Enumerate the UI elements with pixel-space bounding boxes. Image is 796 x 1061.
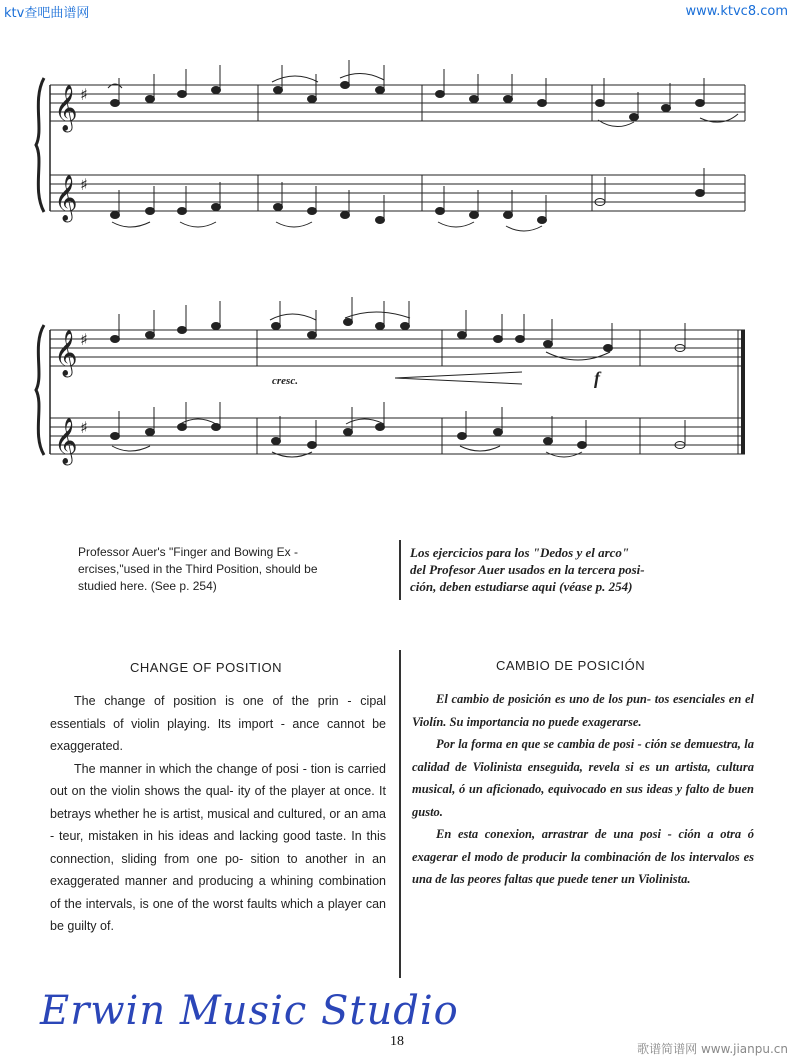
dynamic-cresc: cresc. bbox=[272, 375, 298, 387]
english-body bbox=[50, 690, 386, 938]
english-paragraph: The change of position is one of the prin - cipal essentials of violin playing. Its import - ance cannot be exaggerated. bbox=[50, 694, 386, 753]
site-watermark-right: www.ktvc8.com bbox=[685, 4, 788, 19]
site-watermark-left: ktv查吧曲谱网 bbox=[4, 6, 90, 21]
column-divider bbox=[399, 650, 401, 978]
page-number: 18 bbox=[390, 1034, 404, 1049]
footnote-english: Professor Auer's "Finger and Bowing Ex - ercises,"used in the Third Position, should be studied here. (See p. 254) bbox=[78, 545, 318, 593]
system-1-brace bbox=[36, 78, 44, 212]
site-watermark-bottom: 歌谱简谱网 www.jianpu.cn bbox=[637, 1042, 788, 1056]
english-paragraph: The manner in which the change of posi - tion is carried out on the violin shows the qual- ity of the player at once. It betrays whether he is artist, musical and cultured, or an ama - teur, mistaken in his ideas and lacking good taste. In this connection, sliding from one po- sition to another in an exaggerated manner and producing a whining combination of the intervals, is one of the worst faults which a player can be guilty of. bbox=[50, 761, 386, 933]
svg-text:𝄞: 𝄞 bbox=[54, 418, 78, 464]
studio-logo: Erwin Music Studio bbox=[40, 988, 459, 1034]
spanish-paragraph: Por la forma en que se cambia de posi - ción se demuestra, la calidad de Violinista enseguida, revela si es un artista, cultura musical, ó un aficionado, equivocado en sus ideas y falto de buen gusto. bbox=[412, 737, 754, 819]
dynamic-forte: f bbox=[594, 368, 600, 388]
english-heading: CHANGE OF POSITION bbox=[130, 660, 283, 675]
spanish-heading: CAMBIO DE POSICIÓN bbox=[496, 658, 646, 673]
svg-text:𝄞: 𝄞 bbox=[54, 330, 78, 376]
svg-text:♯: ♯ bbox=[80, 330, 88, 349]
svg-text:♯: ♯ bbox=[80, 418, 88, 437]
spanish-paragraph: El cambio de posición es uno de los pun- tos esenciales en el Violín. Su importancia no puede exagerarse. bbox=[412, 692, 754, 729]
svg-text:𝄞: 𝄞 bbox=[54, 85, 78, 131]
spanish-body bbox=[412, 688, 754, 891]
system-1-notes bbox=[108, 60, 738, 231]
music-score bbox=[0, 0, 796, 470]
score-dynamics bbox=[272, 368, 602, 388]
spanish-paragraph: En esta conexion, arrastrar de una posi - ción a otra ó exagerar el modo de producir la combinación de los intervalos es una de las peores faltas que puede tener un Violinista. bbox=[412, 827, 754, 886]
svg-text:♯: ♯ bbox=[80, 85, 88, 104]
footnote-divider bbox=[399, 540, 401, 600]
system-2-clefs bbox=[54, 330, 88, 466]
system-2-brace bbox=[36, 325, 44, 455]
svg-text:𝄞: 𝄞 bbox=[54, 175, 78, 221]
footnote-spanish: Los ejercicios para los "Dedos y el arco" del Profesor Auer usados en la tercera posi- ción, deben estudiarse aqui (véase p. 254) bbox=[410, 545, 645, 594]
score-system-2 bbox=[36, 325, 745, 455]
score-system-1 bbox=[36, 78, 745, 212]
svg-text:♯: ♯ bbox=[80, 175, 88, 194]
